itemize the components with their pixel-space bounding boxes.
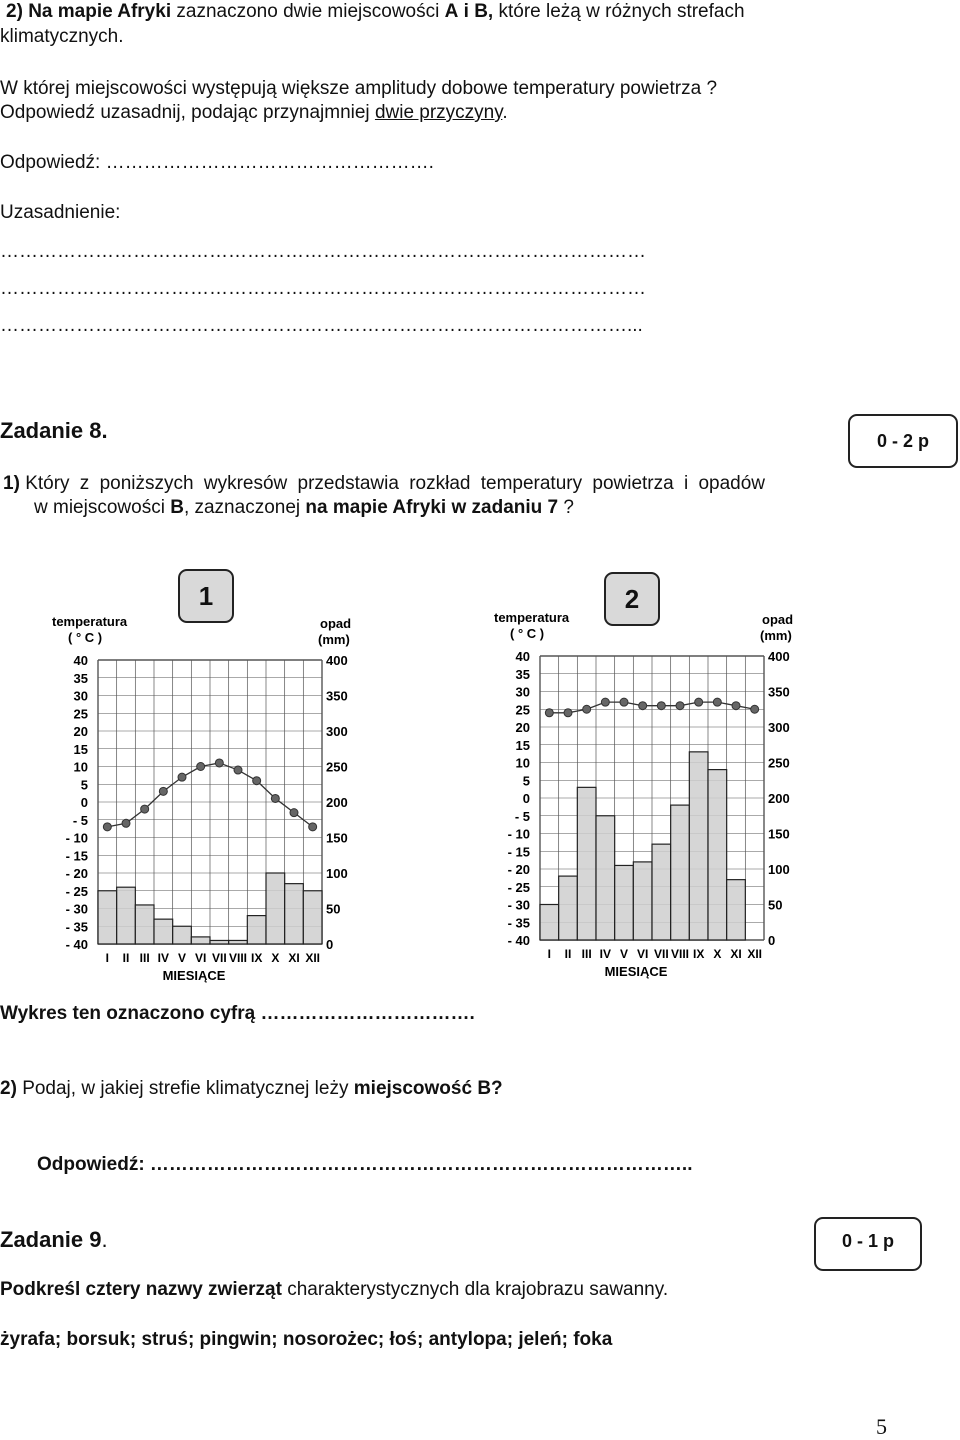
month-label: VIII xyxy=(228,951,248,965)
temperature-point xyxy=(178,773,186,781)
month-label: XI xyxy=(730,947,742,961)
precipitation-tick-label: 300 xyxy=(326,724,348,739)
temperature-point xyxy=(583,705,591,713)
precipitation-bar xyxy=(210,940,229,944)
place-a: A xyxy=(444,1,459,22)
dotted-line-3: ………………………………………………………………………………………... xyxy=(0,315,643,336)
temperature-tick-label: 0 xyxy=(522,791,530,806)
page-number: 5 xyxy=(876,1414,887,1439)
temperature-axis-title: ( ° C ) xyxy=(68,630,103,645)
q1-map-ref: na mapie Afryki w zadaniu 7 xyxy=(305,497,559,518)
precipitation-bar xyxy=(652,844,671,940)
month-label: VII xyxy=(211,951,227,965)
month-label: IV xyxy=(599,947,612,961)
precipitation-bar xyxy=(540,905,559,941)
precipitation-bar xyxy=(247,916,266,944)
temperature-point xyxy=(122,819,130,827)
temperature-tick-label: 40 xyxy=(515,649,530,664)
precipitation-tick-label: 350 xyxy=(768,684,790,700)
chart-1-number-box: 1 xyxy=(178,569,234,623)
precipitation-bar xyxy=(303,891,322,944)
temperature-point xyxy=(601,698,609,706)
month-label: IX xyxy=(250,951,263,965)
month-label: III xyxy=(581,947,592,961)
month-label: X xyxy=(271,951,280,965)
temperature-point xyxy=(290,809,298,817)
temperature-tick-label: 20 xyxy=(73,724,88,739)
temperature-tick-label: 30 xyxy=(73,688,88,704)
place-b: B, xyxy=(474,1,494,22)
month-label: XII xyxy=(747,947,763,961)
task8-title: Zadanie 8. xyxy=(0,418,108,443)
precipitation-bar xyxy=(559,876,578,940)
temperature-point xyxy=(271,794,279,802)
precipitation-tick-label: 300 xyxy=(768,720,790,735)
q1-number: 1) xyxy=(3,473,20,494)
temperature-tick-label: - 35 xyxy=(65,919,88,935)
precipitation-bar xyxy=(173,926,192,944)
task9-instruction xyxy=(0,1278,668,1302)
task9-instruction-rest: charakterystycznych dla krajobrazu sawanny. xyxy=(287,1279,669,1300)
temperature-point xyxy=(103,823,111,831)
temperature-tick-label: 25 xyxy=(73,706,88,722)
instruction-end: . xyxy=(502,102,508,123)
temperature-tick-label: - 20 xyxy=(507,862,530,877)
temperature-tick-label: - 5 xyxy=(72,812,88,828)
conjunction-i: i xyxy=(463,1,469,22)
temperature-point xyxy=(695,698,703,706)
precipitation-bar xyxy=(285,884,304,944)
temperature-tick-label: - 40 xyxy=(65,937,88,952)
dotted-line-2: ………………………………………………………………………………………… xyxy=(0,278,646,299)
climate-chart-2 xyxy=(482,606,812,986)
task2-answer-line: Odpowiedź: ……………………………………………. xyxy=(0,152,434,173)
temperature-tick-label: - 20 xyxy=(65,866,88,881)
task2-text-rest: które leżą w różnych strefach xyxy=(498,1,745,22)
precipitation-bar xyxy=(266,873,285,944)
precipitation-bar xyxy=(577,787,596,940)
temperature-axis-title: temperatura xyxy=(494,610,570,625)
temperature-tick-label: - 10 xyxy=(65,830,88,846)
instruction-underlined: dwie przyczyny xyxy=(374,102,503,123)
temperature-tick-label: - 15 xyxy=(65,848,88,864)
q1-place-b: B xyxy=(170,497,184,518)
task2-text: zaznaczono dwie miejscowości xyxy=(176,1,440,22)
temperature-tick-label: 5 xyxy=(80,777,88,793)
precipitation-bar xyxy=(98,891,117,944)
month-label: VI xyxy=(194,951,207,965)
task9-title xyxy=(0,1227,108,1253)
month-label: IX xyxy=(692,947,705,961)
task9-instruction-bold: Podkreśl cztery nazwy zwierząt xyxy=(0,1279,282,1300)
q2-text: Podaj, w jakiej strefie klimatycznej leży xyxy=(22,1078,349,1099)
precipitation-bar xyxy=(727,880,746,940)
task2-number: 2) xyxy=(6,1,23,22)
month-label: VIII xyxy=(670,947,690,961)
temperature-point xyxy=(197,763,205,771)
instruction-text: Odpowiedź uzasadnij, podając przynajmniej xyxy=(0,102,370,123)
precipitation-tick-label: 0 xyxy=(768,933,776,948)
precipitation-bar xyxy=(689,752,708,940)
month-label: VII xyxy=(653,947,669,961)
precipitation-tick-label: 100 xyxy=(768,862,790,877)
precipitation-bar xyxy=(708,770,727,940)
chart-2-number-box: 2 xyxy=(604,572,660,626)
temperature-point xyxy=(564,709,572,717)
temperature-point xyxy=(159,787,167,795)
temperature-point xyxy=(657,702,665,710)
month-label: I xyxy=(547,947,552,961)
task9-animal-list: żyrafa; borsuk; struś; pingwin; nosorożec; łoś; antylopa; jeleń; foka xyxy=(0,1329,613,1350)
temperature-point xyxy=(253,777,261,785)
month-label: XI xyxy=(288,951,300,965)
temperature-tick-label: 5 xyxy=(522,773,530,789)
precipitation-bar xyxy=(117,887,136,944)
task2-line2: klimatycznych. xyxy=(0,26,124,47)
precipitation-bar xyxy=(671,805,690,940)
temperature-point xyxy=(545,709,553,717)
task2-instruction xyxy=(0,101,508,125)
temperature-tick-label: 15 xyxy=(73,741,88,757)
task2-bold-phrase: Na mapie Afryki xyxy=(28,1,172,22)
temperature-axis-title: temperatura xyxy=(52,614,128,629)
temperature-point xyxy=(751,705,759,713)
temperature-point xyxy=(713,698,721,706)
precipitation-bar xyxy=(596,816,615,940)
temperature-tick-label: 25 xyxy=(515,702,530,718)
precipitation-tick-label: 50 xyxy=(326,901,341,917)
temperature-point xyxy=(215,759,223,767)
q1-text-c: , zaznaczonej xyxy=(183,497,301,518)
month-label: VI xyxy=(636,947,649,961)
precipitation-axis-title: (mm) xyxy=(318,632,350,647)
temperature-tick-label: - 5 xyxy=(514,808,530,824)
temperature-tick-label: - 40 xyxy=(507,933,530,948)
precipitation-tick-label: 350 xyxy=(326,688,348,704)
temperature-tick-label: - 25 xyxy=(65,883,88,899)
month-label: V xyxy=(619,947,629,961)
temperature-tick-label: 20 xyxy=(515,720,530,735)
temperature-point xyxy=(309,823,317,831)
month-label: XII xyxy=(305,951,321,965)
month-label: V xyxy=(177,951,187,965)
precipitation-tick-label: 250 xyxy=(326,759,348,775)
temperature-tick-label: 35 xyxy=(515,666,530,682)
temperature-tick-label: - 25 xyxy=(507,879,530,895)
temperature-tick-label: - 35 xyxy=(507,915,530,931)
task9-score-box: 0 - 1 p xyxy=(814,1217,922,1271)
precipitation-bar xyxy=(633,862,652,940)
precipitation-tick-label: 150 xyxy=(326,830,348,846)
temperature-tick-label: - 30 xyxy=(507,897,530,913)
task8-q1-line2 xyxy=(34,496,574,520)
precipitation-bar xyxy=(154,919,173,944)
task8-q2 xyxy=(0,1077,503,1101)
task9-title-text: Zadanie 9 xyxy=(0,1227,102,1252)
precipitation-axis-title: (mm) xyxy=(760,628,792,643)
temperature-tick-label: - 10 xyxy=(507,826,530,842)
month-label: IV xyxy=(157,951,170,965)
task2-question: W której miejscowości występują większe amplitudy dobowe temperatury powietrza ? xyxy=(0,78,718,99)
task2-intro xyxy=(6,0,745,24)
task8-q2-answer-line: Odpowiedź: ………………………………………………………………………….. xyxy=(37,1154,693,1175)
precipitation-tick-label: 400 xyxy=(326,653,348,668)
month-label: II xyxy=(122,951,130,965)
temperature-tick-label: 40 xyxy=(73,653,88,668)
temperature-tick-label: 15 xyxy=(515,737,530,753)
temperature-tick-label: - 30 xyxy=(65,901,88,917)
x-axis-title: MIESIĄCE xyxy=(162,968,226,983)
temperature-tick-label: 10 xyxy=(515,755,530,771)
month-label: II xyxy=(564,947,572,961)
q1-text-a: w miejscowości xyxy=(34,497,165,518)
temperature-tick-label: 35 xyxy=(73,670,88,686)
task2-justification-label: Uzasadnienie: xyxy=(0,202,121,223)
temperature-point xyxy=(732,702,740,710)
temperature-point xyxy=(676,702,684,710)
temperature-tick-label: - 15 xyxy=(507,844,530,860)
precipitation-bar xyxy=(229,940,248,944)
temperature-point xyxy=(141,805,149,813)
precipitation-bar xyxy=(135,905,154,944)
precipitation-tick-label: 0 xyxy=(326,937,334,952)
temperature-tick-label: 10 xyxy=(73,759,88,775)
month-label: X xyxy=(713,947,722,961)
precipitation-tick-label: 150 xyxy=(768,826,790,842)
task9-title-dot: . xyxy=(101,1227,108,1252)
month-label: III xyxy=(139,951,150,965)
dotted-line-1: ………………………………………………………………………………………… xyxy=(0,241,646,262)
q2-number: 2) xyxy=(0,1078,17,1099)
precipitation-bar xyxy=(615,865,634,940)
temperature-axis-title: ( ° C ) xyxy=(510,626,545,641)
x-axis-title: MIESIĄCE xyxy=(604,964,668,979)
temperature-tick-label: 30 xyxy=(515,684,530,700)
task8-score-box: 0 - 2 p xyxy=(848,414,958,468)
month-label: I xyxy=(105,951,110,965)
q2-bold: miejscowość B? xyxy=(353,1078,503,1099)
precipitation-axis-title: opad xyxy=(320,616,352,631)
task8-answer-line: Wykres ten oznaczono cyfrą ……………………………. xyxy=(0,1003,475,1024)
precipitation-tick-label: 400 xyxy=(768,649,790,664)
precipitation-tick-label: 100 xyxy=(326,866,348,881)
temperature-point xyxy=(639,702,647,710)
precipitation-axis-title: opad xyxy=(762,612,794,627)
precipitation-tick-label: 50 xyxy=(768,897,783,913)
q1-qmark: ? xyxy=(563,497,574,518)
precipitation-tick-label: 250 xyxy=(768,755,790,771)
precipitation-tick-label: 200 xyxy=(768,791,790,806)
temperature-point xyxy=(620,698,628,706)
q1-text: Który z poniższych wykresów przedstawia rozkład temperatury powietrza i opadów xyxy=(25,473,766,494)
precipitation-tick-label: 200 xyxy=(326,795,348,810)
climate-chart-1 xyxy=(40,610,370,990)
temperature-point xyxy=(234,766,242,774)
temperature-tick-label: 0 xyxy=(80,795,88,810)
precipitation-bar xyxy=(191,937,210,944)
task8-q1-line1 xyxy=(3,472,765,496)
